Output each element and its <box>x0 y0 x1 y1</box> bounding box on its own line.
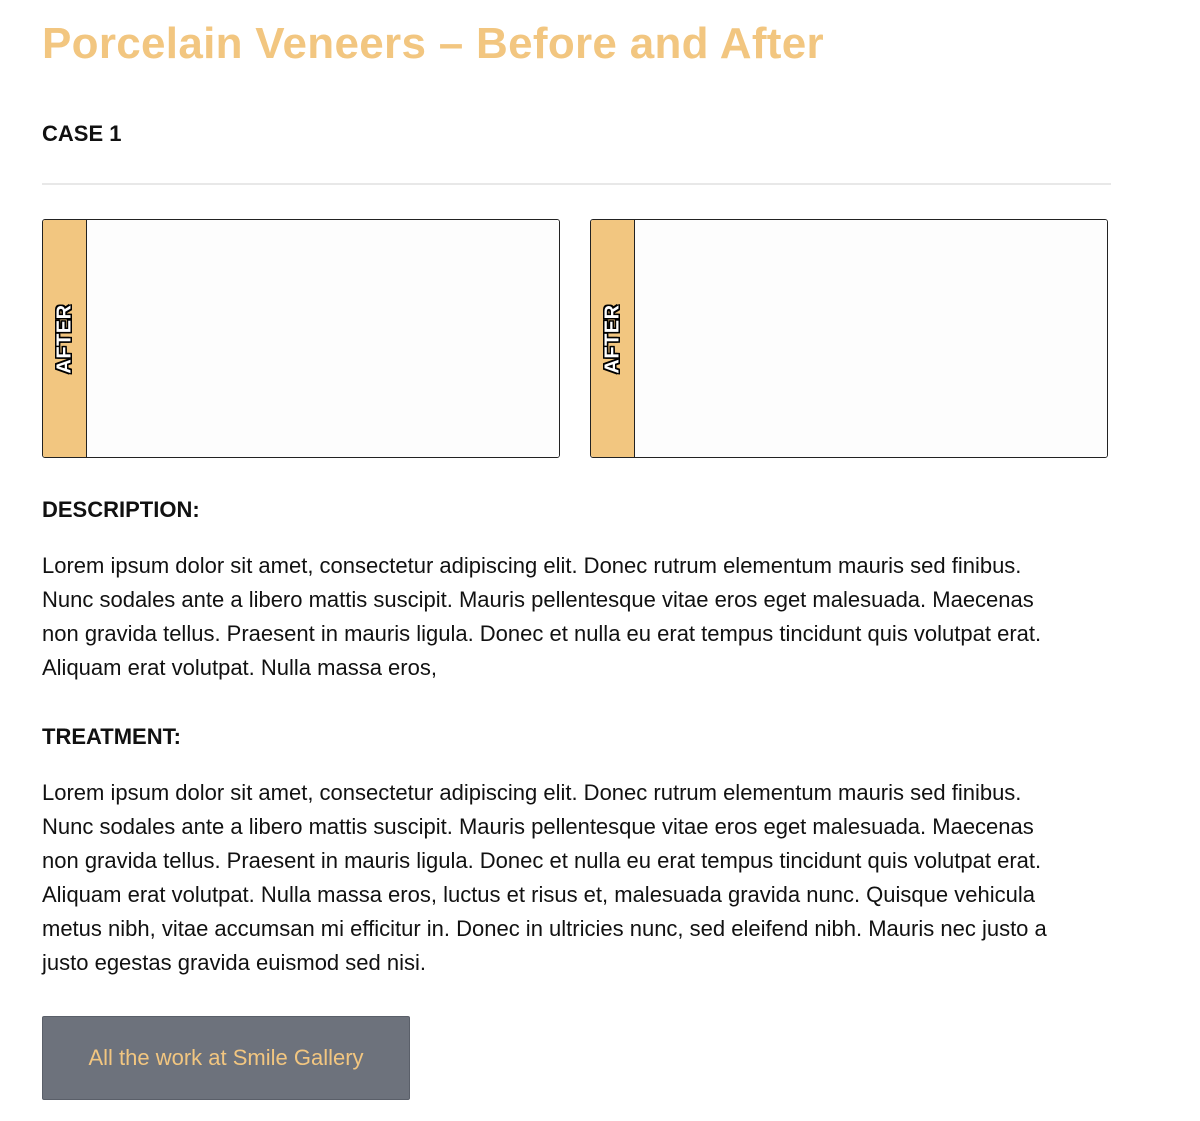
photo-tag-2 <box>591 220 635 457</box>
photo-tag-1 <box>43 220 87 457</box>
section-divider <box>42 183 1111 185</box>
smile-photo-1 <box>88 220 559 457</box>
description-text: Lorem ipsum dolor sit amet, consectetur adipiscing elit. Donec rutrum elementum mauris sed finibus. Nunc sodales ante a libero mattis suscipit. Mauris pellentesque vitae eros eget malesuada. Maecenas non gravida tellus. Praesent in mauris ligula. Donec et nulla eu erat tempus tincidunt quis volutpat erat. Aliquam erat volutpat. Nulla massa eros, <box>42 553 1042 680</box>
smile-photo-2 <box>636 220 1107 457</box>
page-title: Porcelain Veneers – Before and After <box>42 19 824 68</box>
treatment-heading: TREATMENT: <box>42 724 181 749</box>
treatment-text: Lorem ipsum dolor sit amet, consectetur adipiscing elit. Donec rutrum elementum mauris sed finibus. Nunc sodales ante a libero mattis suscipit. Mauris pellentesque vitae eros eget malesuada. Maecenas non gravida tellus. Praesent in mauris ligula. Donec et nulla eu erat tempus tincidunt quis volutpat erat. Aliquam erat volutpat. Nulla massa eros, luctus et risus et, malesuada gravida nunc. Quisque vehicula metus nibh, vitae accumsan mi efficitur in. Donec in ultricies nunc, sed eleifend nibh. Mauris nec justo a justo egestas gravida euismod sed nisi. <box>42 780 1047 975</box>
photo-tag-label: AFTER <box>601 303 623 374</box>
case-label: CASE 1 <box>42 121 122 146</box>
smile-gallery-button[interactable]: All the work at Smile Gallery <box>42 1016 410 1100</box>
description-heading: DESCRIPTION: <box>42 497 200 522</box>
photo-tag-label: AFTER <box>53 303 75 374</box>
after-photo-card-1[interactable] <box>42 219 560 458</box>
after-photo-card-2[interactable] <box>590 219 1108 458</box>
